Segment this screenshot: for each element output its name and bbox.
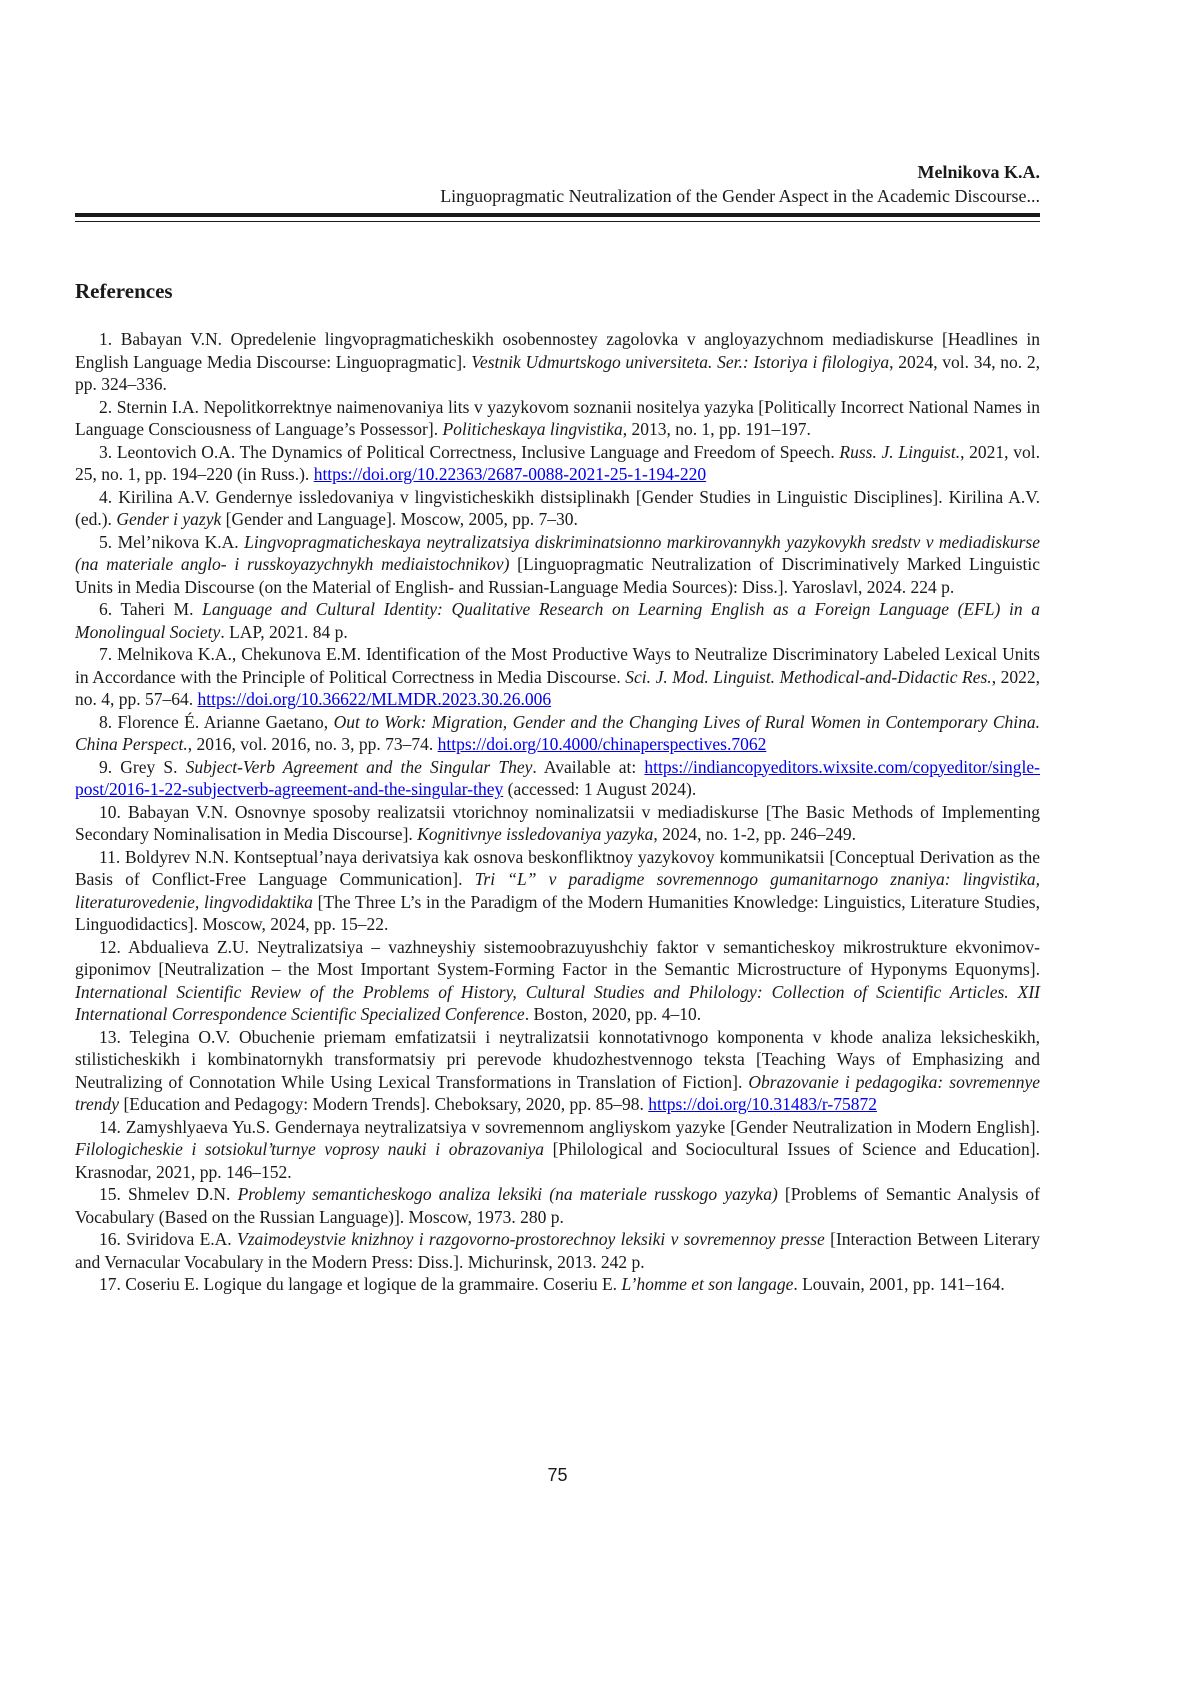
reference-item: [75, 598, 1040, 643]
header-title: Linguopragmatic Neutralization of the Gender Aspect in the Academic Discourse...: [75, 184, 1040, 208]
reference-text: , 2021, vol. 25, no. 1, pp. 194–220 (in Russ.).: [75, 442, 1040, 485]
header-rule-thin: [75, 221, 1040, 222]
section-title: References: [75, 278, 173, 304]
reference-text: Grey S.: [120, 757, 185, 777]
reference-link[interactable]: https://doi.org/10.31483/r-75872: [648, 1094, 877, 1114]
reference-source-title: Obrazovanie i pedagogika: sovremennye trendy: [75, 1072, 1040, 1115]
reference-text: [The Three L’s in the Paradigm of the Modern Humanities Knowledge: Linguistics, Literature Studies, Linguodidactics]. Moscow, 2024, pp. 15–22.: [75, 892, 1040, 935]
reference-source-title: Subject-Verb Agreement and the Singular They: [186, 757, 533, 777]
reference-number: 11.: [99, 847, 125, 867]
reference-text: [Philological and Sociocultural Issues of Science and Education]. Krasnodar, 2021, pp. 146–152.: [75, 1139, 1040, 1182]
reference-text: Zamyshlyaeva Yu.S. Gendernaya neytralizatsiya v sovremennom angliyskom yazyke [Gender Neutralization in Modern English].: [126, 1117, 1040, 1137]
reference-text: Babayan V.N. Osnovnye sposoby realizatsii vtorichnoy nominalizatsii v mediadiskurse [The Basic Methods of Implementing Secondary Nominalisation in Media Discourse].: [75, 802, 1040, 845]
reference-item: [75, 531, 1040, 599]
reference-text: . Available at:: [532, 757, 644, 777]
page-number: 75: [0, 1465, 1115, 1486]
reference-source-title: Out to Work: Migration, Gender and the Changing Lives of Rural Women in Contemporary China. China Perspect.: [75, 712, 1040, 755]
reference-source-title: Kognitivnye issledovaniya yazyka: [417, 824, 653, 844]
reference-item: [75, 801, 1040, 846]
reference-number: 10.: [99, 802, 128, 822]
reference-number: 16.: [99, 1229, 126, 1249]
reference-source-title: Problemy semanticheskogo analiza leksiki (na materiale russkogo yazyka): [238, 1184, 778, 1204]
reference-item: [75, 1026, 1040, 1116]
reference-text: , 2024, vol. 34, no. 2, pp. 324–336.: [75, 352, 1040, 395]
reference-text: [Problems of Semantic Analysis of Vocabulary (Based on the Russian Language)]. Moscow, 1973. 280 p.: [75, 1184, 1040, 1227]
reference-item: [75, 643, 1040, 711]
reference-item: [75, 441, 1040, 486]
reference-item: [75, 936, 1040, 1026]
reference-item: [75, 1116, 1040, 1184]
reference-source-title: Sci. J. Mod. Linguist. Methodical-and-Didactic Res.: [625, 667, 991, 687]
reference-number: 13.: [99, 1027, 129, 1047]
reference-text: Sternin I.A. Nepolitkorrektnye naimenovaniya lits v yazykovom soznanii nositelya yazyka [Politically Incorrect National Names in Language Consciousness of Language’s Possessor].: [75, 397, 1040, 440]
reference-text: [Interaction Between Literary and Vernacular Vocabulary in the Modern Press: Diss.]. Michurinsk, 2013. 242 p.: [75, 1229, 1040, 1272]
reference-source-title: Politicheskaya lingvistika: [442, 419, 622, 439]
reference-text: Leontovich O.A. The Dynamics of Political Correctness, Inclusive Language and Freedom of Speech.: [117, 442, 840, 462]
header-author: Melnikova K.A.: [75, 160, 1040, 184]
reference-text: [Gender and Language]. Moscow, 2005, pp. 7–30.: [221, 509, 578, 529]
header-rule-thick: [75, 213, 1040, 217]
reference-item: [75, 1228, 1040, 1273]
reference-text: , 2013, no. 1, pp. 191–197.: [623, 419, 811, 439]
reference-source-title: Filologicheskie i sotsiokul’turnye voprosy nauki i obrazovaniya: [75, 1139, 544, 1159]
reference-number: 3.: [99, 442, 117, 462]
reference-number: 12.: [99, 937, 128, 957]
reference-item: [75, 1273, 1040, 1296]
reference-source-title: Gender i yazyk: [116, 509, 221, 529]
reference-source-title: L’homme et son langage: [621, 1274, 793, 1294]
reference-text: Babayan V.N. Opredelenie lingvopragmaticheskikh osobennostey zagolovka v angloyazychnom mediadiskurse [Headlines in English Language Media Discourse: Linguopragmatic].: [75, 329, 1040, 372]
reference-number: 8.: [99, 712, 118, 732]
reference-text: Florence É. Arianne Gaetano,: [118, 712, 334, 732]
reference-link[interactable]: https://doi.org/10.22363/2687-0088-2021-25-1-194-220: [314, 464, 706, 484]
reference-text: Kirilina A.V. Gendernye issledovaniya v lingvisticheskikh distsiplinakh [Gender Studies in Linguistic Disciplines]. Kirilina A.V. (ed.).: [75, 487, 1040, 530]
reference-text: [Education and Pedagogy: Modern Trends]. Cheboksary, 2020, pp. 85–98.: [119, 1094, 648, 1114]
reference-text: (accessed: 1 August 2024).: [503, 779, 696, 799]
reference-item: [75, 846, 1040, 936]
reference-text: Boldyrev N.N. Kontseptual’naya derivatsiya kak osnova beskonfliktnoy yazykovoy kommunikatsii [Conceptual Derivation as the Basis of Conflict-Free Language Communication].: [75, 847, 1040, 890]
reference-number: 15.: [99, 1184, 128, 1204]
reference-text: . Boston, 2020, pp. 4–10.: [525, 1004, 701, 1024]
reference-number: 7.: [99, 644, 117, 664]
reference-text: , 2016, vol. 2016, no. 3, pp. 73–74.: [188, 734, 438, 754]
reference-text: Mel’nikova K.A.: [118, 532, 245, 552]
reference-number: 2.: [99, 397, 117, 417]
reference-link[interactable]: https://doi.org/10.4000/chinaperspectives.7062: [438, 734, 767, 754]
reference-item: [75, 486, 1040, 531]
reference-text: , 2024, no. 1-2, pp. 246–249.: [653, 824, 856, 844]
reference-item: [75, 1183, 1040, 1228]
reference-text: , 2022, no. 4, pp. 57–64.: [75, 667, 1040, 710]
reference-source-title: Russ. J. Linguist.: [839, 442, 960, 462]
reference-text: . Louvain, 2001, pp. 141–164.: [793, 1274, 1004, 1294]
reference-text: . LAP, 2021. 84 p.: [220, 622, 347, 642]
reference-number: 1.: [99, 329, 121, 349]
reference-text: Melnikova K.A., Chekunova E.M. Identification of the Most Productive Ways to Neutralize Discriminatory Labeled Lexical Units in Accordance with the Principle of Political Correctness in Media Discourse.: [75, 644, 1040, 687]
reference-number: 14.: [99, 1117, 126, 1137]
reference-number: 6.: [99, 599, 120, 619]
reference-source-title: Vzaimodeystvie knizhnoy i razgovorno-prostorechnoy leksiki v sovremennoy presse: [237, 1229, 825, 1249]
reference-link[interactable]: https://doi.org/10.36622/MLMDR.2023.30.26.006: [198, 689, 552, 709]
reference-text: Telegina O.V. Obuchenie priemam emfatizatsii i neytralizatsii konnotativnogo komponenta v khode analiza leksicheskikh, stilisticheskikh i kombinatornykh transformatsiy pri perevode khudozhestvennogo teksta [Teaching Ways of Emphasizing and Neutralizing of Connotation While Using Lexical Transformations in Translation of Fiction].: [75, 1027, 1040, 1092]
reference-text: Coseriu E. Logique du langage et logique de la grammaire. Coseriu E.: [125, 1274, 621, 1294]
reference-item: [75, 396, 1040, 441]
reference-link[interactable]: https://indiancopyeditors.wixsite.com/copyeditor/single-post/2016-1-22-subjectverb-agreement-and-the-singular-they: [75, 757, 1040, 800]
reference-text: Abdualieva Z.U. Neytralizatsiya – vazhneyshiy sistemoobrazuyushchiy faktor v semanticheskoy mikrostrukture ekvonimov-giponimov [Neutralization – the Most Important System-Forming Factor in the Semantic Microstructure of Hyponyms Equonyms].: [75, 937, 1040, 980]
reference-number: 5.: [99, 532, 118, 552]
reference-text: Shmelev D.N.: [128, 1184, 238, 1204]
reference-number: 4.: [99, 487, 118, 507]
reference-number: 17.: [99, 1274, 125, 1294]
reference-source-title: International Scientific Review of the Problems of History, Cultural Studies and Philology: Collection of Scientific Articles. XII International Correspondence Scientific Specialized Conference: [75, 982, 1040, 1025]
reference-text: Taheri M.: [120, 599, 202, 619]
reference-text: Sviridova E.A.: [126, 1229, 237, 1249]
references-list: [75, 328, 1040, 1296]
running-header: [75, 160, 1040, 208]
reference-item: [75, 711, 1040, 756]
reference-number: 9.: [99, 757, 120, 777]
reference-item: [75, 328, 1040, 396]
reference-source-title: Vestnik Udmurtskogo universiteta. Ser.: Istoriya i filologiya: [471, 352, 889, 372]
reference-source-title: Language and Cultural Identity: Qualitative Research on Learning English as a Foreign Language (EFL) in a Monolingual Society: [75, 599, 1040, 642]
reference-source-title: Tri “L” v paradigme sovremennogo gumanitarnogo znaniya: lingvistika, literaturovedenie, lingvodidaktika: [75, 869, 1040, 912]
reference-text: [Linguopragmatic Neutralization of Discriminatively Marked Linguistic Units in Media Discourse (on the Material of English- and Russian-Language Media Sources): Diss.]. Yaroslavl, 2024. 224 p.: [75, 554, 1040, 597]
reference-item: [75, 756, 1040, 801]
reference-source-title: Lingvopragmaticheskaya neytralizatsiya diskriminatsionno markirovannykh yazykovykh sredstv v mediadiskurse (na materiale anglo- i russkoyazychnykh mediaistochnikov): [75, 532, 1040, 575]
